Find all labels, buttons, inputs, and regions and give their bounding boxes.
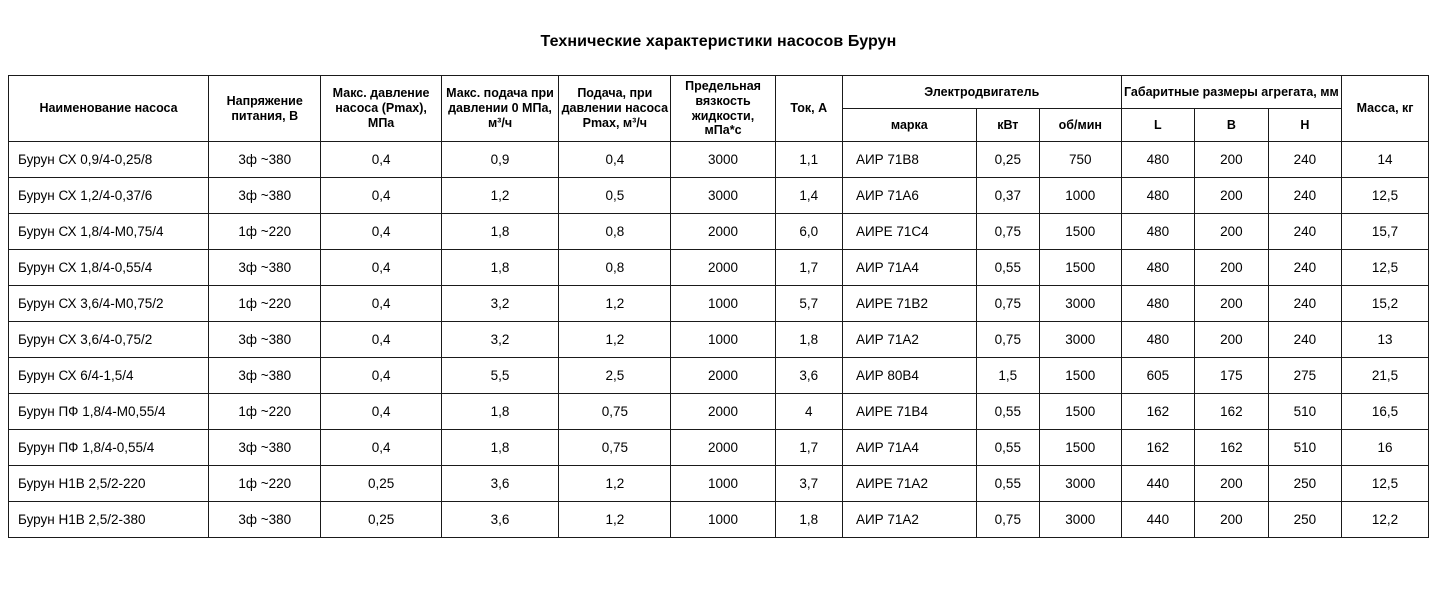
cell-voltage: 3ф ~380 — [209, 178, 321, 214]
cell-current: 1,7 — [775, 250, 842, 286]
cell-flow-at-pmax: 0,4 — [559, 142, 671, 178]
cell-flow-at-pmax: 0,8 — [559, 250, 671, 286]
cell-motor-kw: 0,55 — [976, 250, 1039, 286]
cell-flow-max: 1,8 — [441, 214, 558, 250]
cell-motor-kw: 0,75 — [976, 502, 1039, 538]
table-row — [9, 142, 1429, 178]
cell-name: Бурун СХ 1,8/4-М0,75/4 — [9, 214, 209, 250]
cell-voltage: 1ф ~220 — [209, 394, 321, 430]
col-header-motor-rpm: об/мин — [1039, 109, 1121, 142]
cell-dim-h: 240 — [1268, 286, 1342, 322]
cell-pressure-max: 0,4 — [321, 358, 441, 394]
cell-motor-mark: АИР 71А2 — [842, 322, 976, 358]
spec-table-container — [0, 75, 1437, 538]
cell-mass: 16 — [1342, 430, 1429, 466]
cell-flow-at-pmax: 2,5 — [559, 358, 671, 394]
cell-voltage: 1ф ~220 — [209, 466, 321, 502]
cell-dim-l: 440 — [1121, 502, 1194, 538]
cell-flow-at-pmax: 0,5 — [559, 178, 671, 214]
col-header-flow-at-pmax: Подача, при давлении насоса Pmax, м³/ч — [559, 76, 671, 142]
cell-motor-mark: АИР 80В4 — [842, 358, 976, 394]
col-header-dim-h: H — [1268, 109, 1342, 142]
cell-voltage: 1ф ~220 — [209, 286, 321, 322]
table-row — [9, 394, 1429, 430]
col-group-header-dimensions: Габаритные размеры агрегата, мм — [1121, 76, 1341, 109]
cell-viscosity: 2000 — [671, 358, 775, 394]
col-header-flow-max: Макс. подача при давлении 0 МПа, м³/ч — [441, 76, 558, 142]
table-row — [9, 322, 1429, 358]
col-header-current: Ток, А — [775, 76, 842, 142]
col-header-mass: Масса, кг — [1342, 76, 1429, 142]
cell-flow-max: 1,8 — [441, 430, 558, 466]
cell-motor-mark: АИР 71В8 — [842, 142, 976, 178]
cell-flow-max: 0,9 — [441, 142, 558, 178]
cell-flow-max: 5,5 — [441, 358, 558, 394]
col-header-pressure-max: Макс. давление насоса (Pmax), МПа — [321, 76, 441, 142]
cell-motor-kw: 1,5 — [976, 358, 1039, 394]
cell-current: 4 — [775, 394, 842, 430]
cell-flow-max: 3,2 — [441, 286, 558, 322]
table-row — [9, 358, 1429, 394]
cell-viscosity: 2000 — [671, 394, 775, 430]
cell-dim-h: 240 — [1268, 142, 1342, 178]
cell-dim-h: 240 — [1268, 322, 1342, 358]
cell-motor-rpm: 3000 — [1039, 466, 1121, 502]
cell-motor-kw: 0,75 — [976, 214, 1039, 250]
col-header-voltage: Напряжение питания, В — [209, 76, 321, 142]
cell-dim-l: 440 — [1121, 466, 1194, 502]
cell-motor-rpm: 1500 — [1039, 358, 1121, 394]
cell-motor-kw: 0,37 — [976, 178, 1039, 214]
table-header-row-primary — [9, 76, 1429, 109]
cell-dim-b: 162 — [1195, 394, 1268, 430]
cell-voltage: 3ф ~380 — [209, 142, 321, 178]
cell-dim-l: 480 — [1121, 142, 1194, 178]
cell-motor-rpm: 750 — [1039, 142, 1121, 178]
cell-dim-l: 480 — [1121, 214, 1194, 250]
cell-flow-at-pmax: 1,2 — [559, 286, 671, 322]
cell-dim-l: 162 — [1121, 430, 1194, 466]
cell-current: 1,8 — [775, 502, 842, 538]
cell-pressure-max: 0,4 — [321, 178, 441, 214]
cell-pressure-max: 0,4 — [321, 322, 441, 358]
cell-name: Бурун СХ 0,9/4-0,25/8 — [9, 142, 209, 178]
cell-mass: 12,5 — [1342, 250, 1429, 286]
cell-mass: 15,2 — [1342, 286, 1429, 322]
cell-motor-mark: АИРЕ 71В4 — [842, 394, 976, 430]
cell-flow-max: 1,8 — [441, 250, 558, 286]
cell-dim-b: 200 — [1195, 502, 1268, 538]
cell-name: Бурун СХ 6/4-1,5/4 — [9, 358, 209, 394]
cell-motor-rpm: 1000 — [1039, 178, 1121, 214]
cell-dim-h: 510 — [1268, 430, 1342, 466]
table-row — [9, 430, 1429, 466]
cell-mass: 12,5 — [1342, 466, 1429, 502]
cell-voltage: 3ф ~380 — [209, 358, 321, 394]
cell-name: Бурун СХ 3,6/4-М0,75/2 — [9, 286, 209, 322]
col-header-motor-kw: кВт — [976, 109, 1039, 142]
cell-flow-max: 3,6 — [441, 502, 558, 538]
cell-viscosity: 1000 — [671, 322, 775, 358]
cell-dim-l: 480 — [1121, 250, 1194, 286]
cell-flow-max: 1,8 — [441, 394, 558, 430]
cell-pressure-max: 0,4 — [321, 286, 441, 322]
cell-dim-b: 200 — [1195, 214, 1268, 250]
cell-dim-l: 480 — [1121, 178, 1194, 214]
cell-motor-kw: 0,55 — [976, 466, 1039, 502]
cell-motor-rpm: 3000 — [1039, 286, 1121, 322]
cell-current: 1,7 — [775, 430, 842, 466]
document-page — [0, 33, 1437, 590]
cell-mass: 14 — [1342, 142, 1429, 178]
table-row — [9, 286, 1429, 322]
cell-viscosity: 1000 — [671, 502, 775, 538]
cell-motor-mark: АИРЕ 71В2 — [842, 286, 976, 322]
cell-dim-b: 200 — [1195, 142, 1268, 178]
page-title: Технические характеристики насосов Бурун — [540, 33, 897, 50]
cell-dim-b: 200 — [1195, 286, 1268, 322]
cell-mass: 15,7 — [1342, 214, 1429, 250]
cell-dim-l: 162 — [1121, 394, 1194, 430]
table-head — [9, 76, 1429, 142]
pump-specifications-table — [8, 75, 1429, 538]
cell-dim-l: 605 — [1121, 358, 1194, 394]
col-header-dim-b: B — [1195, 109, 1268, 142]
col-header-dim-l: L — [1121, 109, 1194, 142]
cell-viscosity: 1000 — [671, 466, 775, 502]
cell-flow-at-pmax: 1,2 — [559, 322, 671, 358]
cell-dim-h: 250 — [1268, 466, 1342, 502]
cell-name: Бурун Н1В 2,5/2-380 — [9, 502, 209, 538]
cell-voltage: 3ф ~380 — [209, 430, 321, 466]
cell-motor-mark: АИРЕ 71С4 — [842, 214, 976, 250]
col-group-header-motor: Электродвигатель — [842, 76, 1121, 109]
cell-dim-b: 162 — [1195, 430, 1268, 466]
cell-mass: 12,5 — [1342, 178, 1429, 214]
cell-dim-l: 480 — [1121, 322, 1194, 358]
cell-motor-mark: АИР 71А6 — [842, 178, 976, 214]
cell-flow-at-pmax: 0,8 — [559, 214, 671, 250]
table-row — [9, 214, 1429, 250]
cell-pressure-max: 0,4 — [321, 142, 441, 178]
cell-motor-mark: АИР 71А4 — [842, 250, 976, 286]
cell-pressure-max: 0,4 — [321, 430, 441, 466]
cell-current: 1,8 — [775, 322, 842, 358]
cell-name: Бурун СХ 3,6/4-0,75/2 — [9, 322, 209, 358]
cell-voltage: 3ф ~380 — [209, 502, 321, 538]
cell-voltage: 1ф ~220 — [209, 214, 321, 250]
cell-name: Бурун Н1В 2,5/2-220 — [9, 466, 209, 502]
cell-motor-mark: АИРЕ 71А2 — [842, 466, 976, 502]
cell-current: 3,6 — [775, 358, 842, 394]
table-row — [9, 250, 1429, 286]
cell-dim-h: 240 — [1268, 178, 1342, 214]
cell-current: 5,7 — [775, 286, 842, 322]
cell-flow-at-pmax: 0,75 — [559, 394, 671, 430]
col-header-motor-mark: марка — [842, 109, 976, 142]
cell-current: 3,7 — [775, 466, 842, 502]
cell-viscosity: 3000 — [671, 142, 775, 178]
cell-flow-max: 3,6 — [441, 466, 558, 502]
cell-motor-kw: 0,75 — [976, 286, 1039, 322]
cell-viscosity: 2000 — [671, 250, 775, 286]
cell-mass: 12,2 — [1342, 502, 1429, 538]
cell-motor-kw: 0,25 — [976, 142, 1039, 178]
cell-motor-kw: 0,55 — [976, 430, 1039, 466]
cell-name: Бурун СХ 1,8/4-0,55/4 — [9, 250, 209, 286]
cell-mass: 16,5 — [1342, 394, 1429, 430]
cell-flow-at-pmax: 1,2 — [559, 466, 671, 502]
cell-motor-rpm: 1500 — [1039, 214, 1121, 250]
cell-pressure-max: 0,4 — [321, 250, 441, 286]
cell-pressure-max: 0,4 — [321, 214, 441, 250]
cell-viscosity: 1000 — [671, 286, 775, 322]
cell-dim-b: 200 — [1195, 322, 1268, 358]
cell-current: 1,1 — [775, 142, 842, 178]
cell-flow-max: 3,2 — [441, 322, 558, 358]
cell-motor-rpm: 1500 — [1039, 250, 1121, 286]
cell-motor-rpm: 3000 — [1039, 322, 1121, 358]
cell-dim-h: 275 — [1268, 358, 1342, 394]
cell-flow-at-pmax: 0,75 — [559, 430, 671, 466]
cell-flow-max: 1,2 — [441, 178, 558, 214]
cell-motor-mark: АИР 71А4 — [842, 430, 976, 466]
table-row — [9, 502, 1429, 538]
table-body — [9, 142, 1429, 538]
cell-mass: 21,5 — [1342, 358, 1429, 394]
cell-motor-kw: 0,55 — [976, 394, 1039, 430]
cell-name: Бурун ПФ 1,8/4-0,55/4 — [9, 430, 209, 466]
cell-flow-at-pmax: 1,2 — [559, 502, 671, 538]
cell-viscosity: 2000 — [671, 214, 775, 250]
cell-pressure-max: 0,25 — [321, 502, 441, 538]
table-row — [9, 466, 1429, 502]
cell-viscosity: 3000 — [671, 178, 775, 214]
cell-voltage: 3ф ~380 — [209, 250, 321, 286]
cell-dim-b: 200 — [1195, 178, 1268, 214]
cell-motor-kw: 0,75 — [976, 322, 1039, 358]
col-header-viscosity: Предельная вязкость жидкости, мПа*с — [671, 76, 775, 142]
cell-pressure-max: 0,25 — [321, 466, 441, 502]
cell-motor-rpm: 3000 — [1039, 502, 1121, 538]
cell-motor-rpm: 1500 — [1039, 394, 1121, 430]
cell-current: 6,0 — [775, 214, 842, 250]
cell-name: Бурун ПФ 1,8/4-М0,55/4 — [9, 394, 209, 430]
cell-name: Бурун СХ 1,2/4-0,37/6 — [9, 178, 209, 214]
cell-dim-h: 240 — [1268, 250, 1342, 286]
cell-viscosity: 2000 — [671, 430, 775, 466]
cell-dim-l: 480 — [1121, 286, 1194, 322]
table-row — [9, 178, 1429, 214]
cell-dim-b: 200 — [1195, 466, 1268, 502]
cell-voltage: 3ф ~380 — [209, 322, 321, 358]
cell-pressure-max: 0,4 — [321, 394, 441, 430]
cell-motor-mark: АИР 71А2 — [842, 502, 976, 538]
cell-dim-h: 240 — [1268, 214, 1342, 250]
cell-mass: 13 — [1342, 322, 1429, 358]
cell-current: 1,4 — [775, 178, 842, 214]
cell-motor-rpm: 1500 — [1039, 430, 1121, 466]
cell-dim-b: 175 — [1195, 358, 1268, 394]
cell-dim-b: 200 — [1195, 250, 1268, 286]
col-header-name: Наименование насоса — [9, 76, 209, 142]
cell-dim-h: 250 — [1268, 502, 1342, 538]
cell-dim-h: 510 — [1268, 394, 1342, 430]
